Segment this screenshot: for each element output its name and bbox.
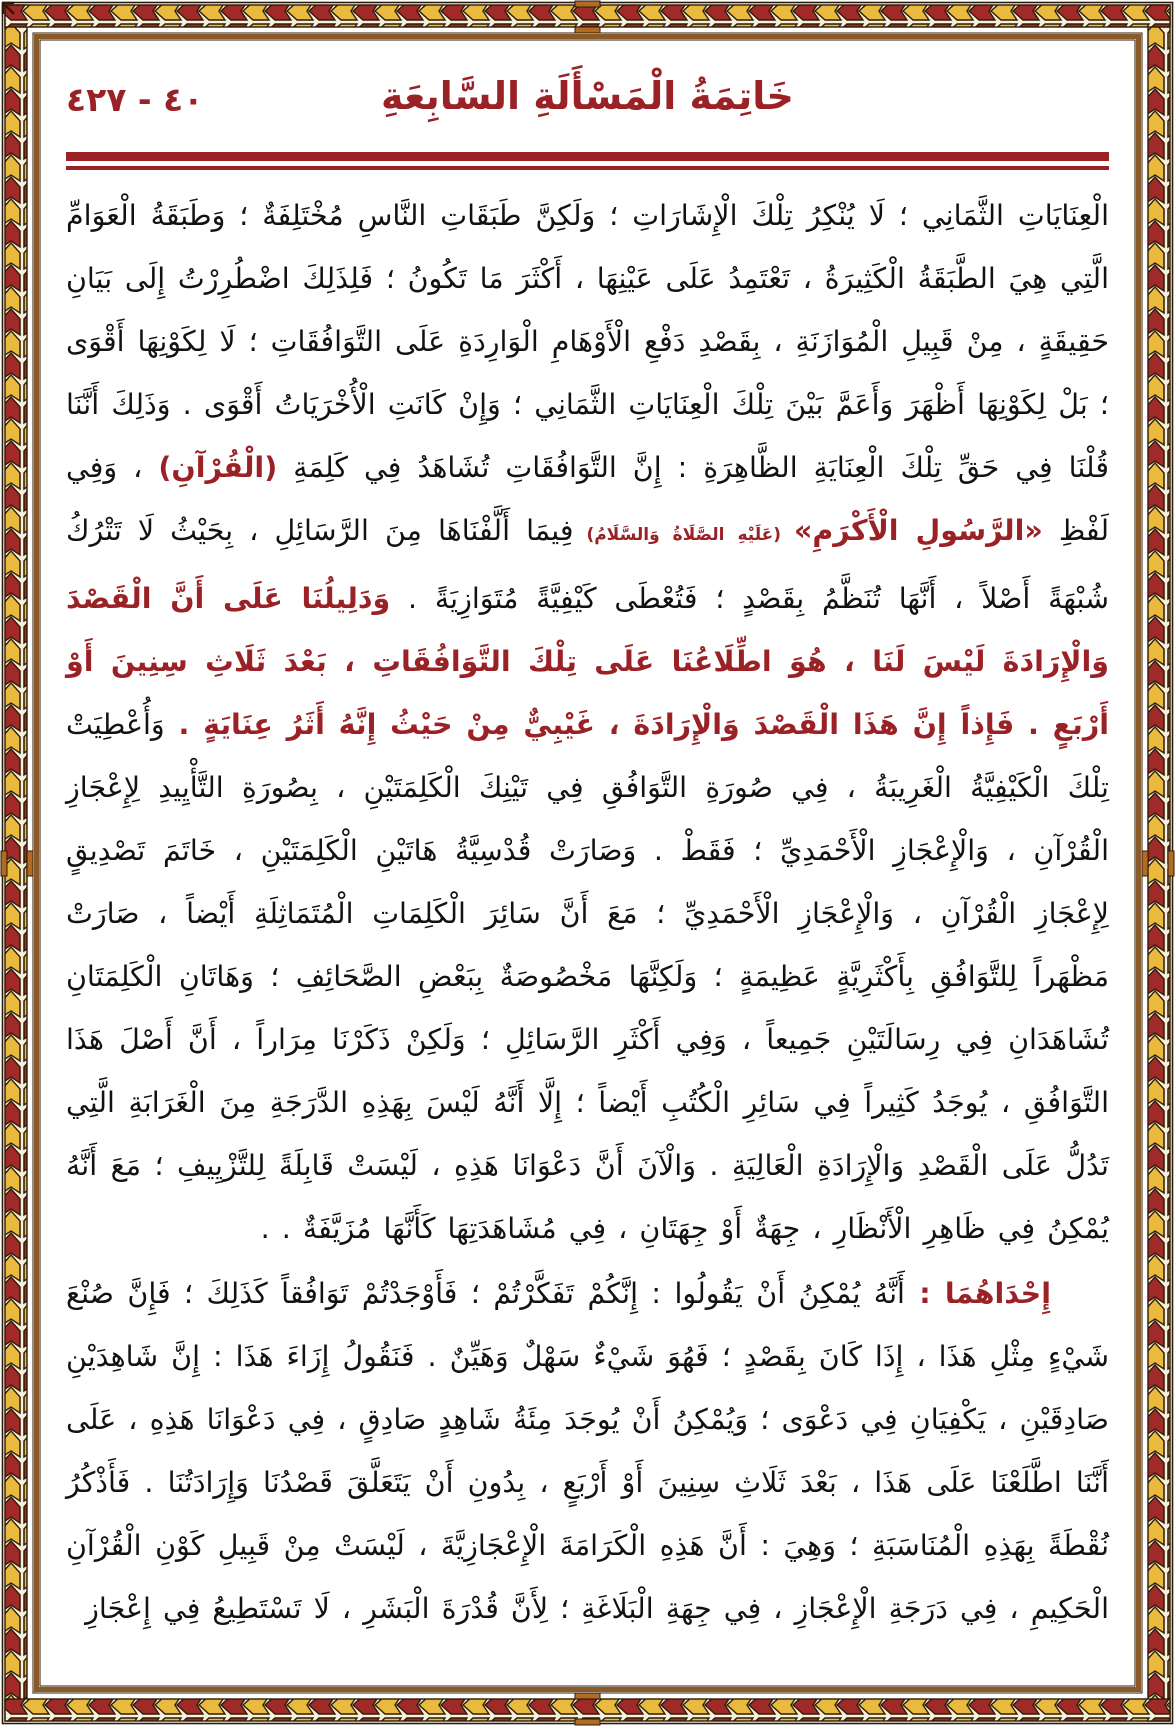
highlighted-text: (عَلَيْهِ الصَّلَاةُ وَالسَّلَامُ): [573, 525, 794, 545]
highlighted-text: إِحْدَاهُمَا :: [904, 1277, 1051, 1310]
body-text-span: وَأُعْطِيَتْ تِلْكَ الْكَيْفِيَّةُ الْغَرِيبَةُ ، فِي صُورَةِ التَّوَافُقِ فِي تَيْنِكَ الْكَلِمَتَيْنِ ، بِصُورَةِ التَّأْيِيدِ لِإِعْجَازِ الْقُرْآنِ ، وَالْإِعْجَازِ الْأَحْمَدِيِّ ؛ فَقَطْ . وَصَارَتْ قُدْسِيَّةُ هَاتَيْنِ الْكَلِمَتَيْنِ ، خَاتَمَ تَصْدِيقٍ لِإِعْجَازِ الْقُرْآنِ ، وَالْإِعْجَازِ الْأَحْمَدِيِّ ؛ مَعَ أَنَّ سَائِرَ الْكَلِمَاتِ الْمُتَمَاثِلَةِ أَيْضاً ، صَارَتْ مَظْهَراً لِلتَّوَافُقِ بِأَكْثَرِيَّةٍ عَظِيمَةٍ ؛ وَلَكِنَّهَا مَخْصُوصَةٌ بِبَعْضِ الصَّحَائِفِ ؛ وَهَاتَانِ الْكَلِمَتَانِ تُشَاهَدَانِ فِي رِسَالَتَيْنِ جَمِيعاً ، وَفِي أَكْثَرِ الرَّسَائِلِ ؛ وَلَكِنْ ذَكَرْنَا مِرَاراً ، أَنَّ أَصْلَ هَذَا التَّوَافُقِ ، يُوجَدُ كَثِيراً فِي سَائِرِ الْكُتُبِ أَيْضاً ؛ إِلَّا أَنَّهُ لَيْسَ بِهَذِهِ الدَّرَجَةِ مِنَ الْغَرَابَةِ الَّتِي تَدُلُّ عَلَى الْقَصْدِ وَالْإِرَادَةِ الْعَالِيَةِ . وَالْآنَ أَنَّ دَعْوَانَا هَذِهِ ، لَيْسَتْ قَابِلَةً لِلتَّزْيِيفِ ؛ مَعَ أَنَّهُ يُمْكِنُ فِي ظَاهِرِ الْأَنْظَارِ ، جِهَةٌ أَوْ جِهَتَانِ ، فِي مُشَاهَدَتِهَا كَأَنَّهَا مُزَيَّفَةٌ . .: [66, 708, 1109, 1245]
body-text-span: الْعِنَايَاتِ الثَّمَانِي ؛ لَا يُنْكِرُ تِلْكَ الْإِشَارَاتِ ؛ وَلَكِنَّ طَبَقَاتِ النَّاسِ مُخْتَلِفَةٌ ؛ وَطَبَقَةُ الْعَوَامِّ الَّتِي هِيَ الطَّبَقَةُ الْكَثِيرَةُ ، تَعْتَمِدُ عَلَى عَيْنِهَا ، أَكْثَرَ مَا تَكُونُ ؛ فَلِذَلِكَ اضْطُرِرْتُ إِلَى بَيَانِ حَقِيقَةٍ ، مِنْ قَبِيلِ الْمُوَازَنَةِ ، بِقَصْدِ دَفْعِ الْأَوْهَامِ الْوَارِدَةِ عَلَى التَّوَافُقَاتِ ؛ لَا لِكَوْنِهَا أَقْوَى ؛ بَلْ لِكَوْنِهَا أَظْهَرَ وَأَعَمَّ بَيْنَ تِلْكَ الْعِنَايَاتِ الثَّمَانِي ؛ وَإِنْ كَانَتِ الْأُخْرَيَاتُ أَقْوَى . وَذَلِكَ أَنَّنَا قُلْنَا فِي حَقِّ تِلْكَ الْعِنَايَةِ الظَّاهِرَةِ : إِنَّ التَّوَافُقَاتِ تُشَاهَدُ فِي كَلِمَةِ: [66, 199, 1109, 484]
divider-thick-rule: [66, 152, 1109, 161]
divider-thin-rule: [66, 166, 1109, 170]
body-text-span: ، وَفِي لَفْظِ: [66, 451, 1110, 547]
page-number: ٤٠ - ٤٢٧: [66, 80, 204, 119]
paragraph: [66, 1262, 1109, 1640]
highlighted-text: (الْقُرْآنِ): [158, 451, 278, 484]
page-header: [66, 74, 1109, 136]
body-text: [66, 184, 1109, 1640]
paragraph: [66, 184, 1109, 1260]
header-divider: [66, 152, 1109, 170]
page-title: خَاتِمَةُ الْمَسْأَلَةِ السَّابِعَةِ: [381, 74, 794, 118]
page-content: [66, 44, 1109, 1678]
body-text-span: أَنَّهُ يُمْكِنُ أَنْ يَقُولُوا : إِنَّكُمْ تَفَكَّرْتُمْ ؛ فَأَوْجَدْتُمْ تَوَافُقاً كَذَلِكَ ؛ فَإِنَّ صُنْعَ شَيْءٍ مِثْلِ هَذَا ، إِذَا كَانَ بِقَصْدٍ ؛ فَهُوَ شَيْءٌ سَهْلٌ وَهَيِّنٌ . فَنَقُولُ إِزَاءَ هَذَا : إِنَّ شَاهِدَيْنِ صَادِقَيْنِ ، يَكْفِيَانِ فِي دَعْوَى ؛ وَيُمْكِنُ أَنْ يُوجَدَ مِئَةُ شَاهِدٍ صَادِقٍ ، فِي دَعْوَانَا هَذِهِ ، عَلَى أَنَّنَا اطَّلَعْنَا عَلَى هَذَا ، بَعْدَ ثَلَاثِ سِنِينَ أَوْ أَرْبَعٍ ، بِدُونِ أَنْ يَتَعَلَّقَ قَصْدُنَا وَإِرَادَتُنَا . فَأَذْكُرُ نُقْطَةً بِهَذِهِ الْمُنَاسَبَةِ ؛ وَهِيَ : أَنَّ هَذِهِ الْكَرَامَةَ الْإِعْجَازِيَّةَ ، لَيْسَتْ مِنْ قَبِيلِ كَوْنِ الْقُرْآنِ الْحَكِيمِ ، فِي دَرَجَةِ الْإِعْجَازِ ، فِي جِهَةِ الْبَلَاغَةِ ؛ لِأَنَّ قُدْرَةَ الْبَشَرِ ، لَا تَسْتَطِيعُ فِي إِعْجَازِ: [66, 1277, 1109, 1625]
highlighted-text: وَدَلِيلُنَا عَلَى أَنَّ الْقَصْدَ وَالْإِرَادَةَ لَيْسَ لَنَا ، هُوَ اطِّلَاعُنَا عَلَى تِلْكَ التَّوَافُقَاتِ ، بَعْدَ ثَلَاثِ سِنِينَ أَوْ أَرْبَعٍ . فَإِذاً إِنَّ هَذَا الْقَصْدَ وَالْإِرَادَةَ ، غَيْبِيٌّ مِنْ حَيْثُ إِنَّهُ أَثَرُ عِنَايَةٍ .: [66, 582, 1109, 741]
body-text-span: فِيمَا أَلَّفْنَاهَا مِنَ الرَّسَائِلِ ، بِحَيْثُ لَا تَتْرُكُ شُبْهَةً أَصْلاً ، أَنَّهَا تُنَظَّمُ بِقَصْدٍ ؛ فَتُعْطَى كَيْفِيَّةً مُتَوَازِيَةً .: [66, 514, 1109, 615]
highlighted-text: «الرَّسُولِ الْأَكْرَمِ»: [793, 514, 1043, 547]
